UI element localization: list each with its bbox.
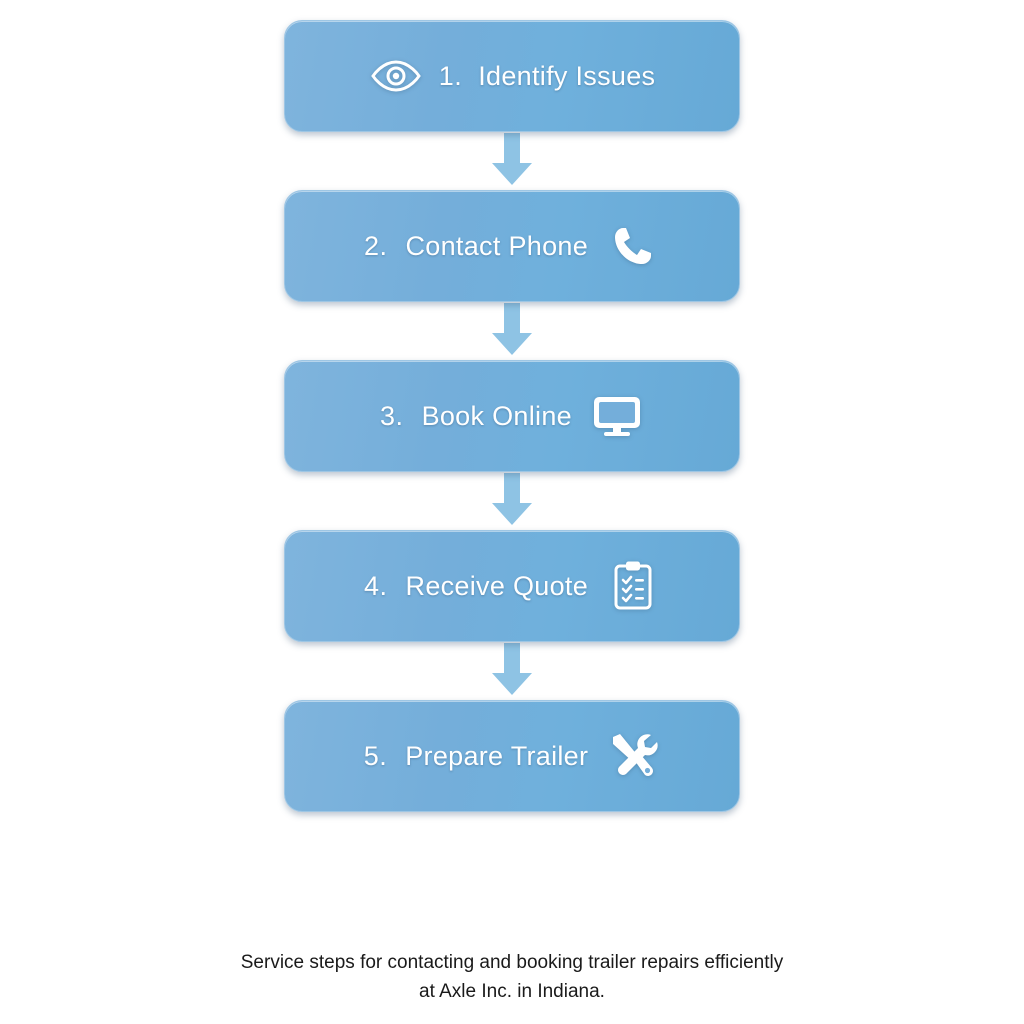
flow-step-2[interactable] bbox=[284, 190, 740, 302]
flow-step-1[interactable] bbox=[284, 20, 740, 132]
wrench-screwdriver-icon bbox=[606, 729, 660, 783]
flow-arrow-4 bbox=[482, 642, 542, 700]
flow-step-4-number: 4. bbox=[363, 570, 388, 601]
caption-line-2: at Axle Inc. in Indiana. bbox=[419, 981, 605, 1002]
flow-step-1-number: 1. bbox=[438, 60, 463, 91]
flow-step-3-label: Book Online bbox=[421, 400, 572, 431]
eye-icon bbox=[369, 49, 423, 103]
flow-arrow-2 bbox=[482, 302, 542, 360]
flow-step-4-label: Receive Quote bbox=[405, 570, 589, 601]
clipboard-checklist-icon bbox=[606, 559, 660, 613]
flow-step-1-label: Identify Issues bbox=[478, 60, 656, 91]
caption-line-1: Service steps for contacting and booking trailer repairs efficiently bbox=[240, 952, 784, 973]
flow-steps-container bbox=[0, 20, 1024, 812]
phone-icon bbox=[606, 219, 660, 273]
monitor-icon bbox=[590, 389, 644, 443]
flow-step-5-label: Prepare Trailer bbox=[405, 740, 589, 771]
flow-arrow-1 bbox=[482, 132, 542, 190]
flow-step-3[interactable] bbox=[284, 360, 740, 472]
flow-step-2-number: 2. bbox=[363, 230, 388, 261]
flow-step-3-number: 3. bbox=[380, 400, 404, 431]
flow-step-5-number: 5. bbox=[363, 740, 388, 771]
diagram-caption bbox=[0, 948, 1024, 1006]
flow-arrow-3 bbox=[482, 472, 542, 530]
flow-step-5[interactable] bbox=[284, 700, 740, 812]
flow-step-4[interactable] bbox=[284, 530, 740, 642]
flow-step-2-label: Contact Phone bbox=[405, 230, 589, 261]
